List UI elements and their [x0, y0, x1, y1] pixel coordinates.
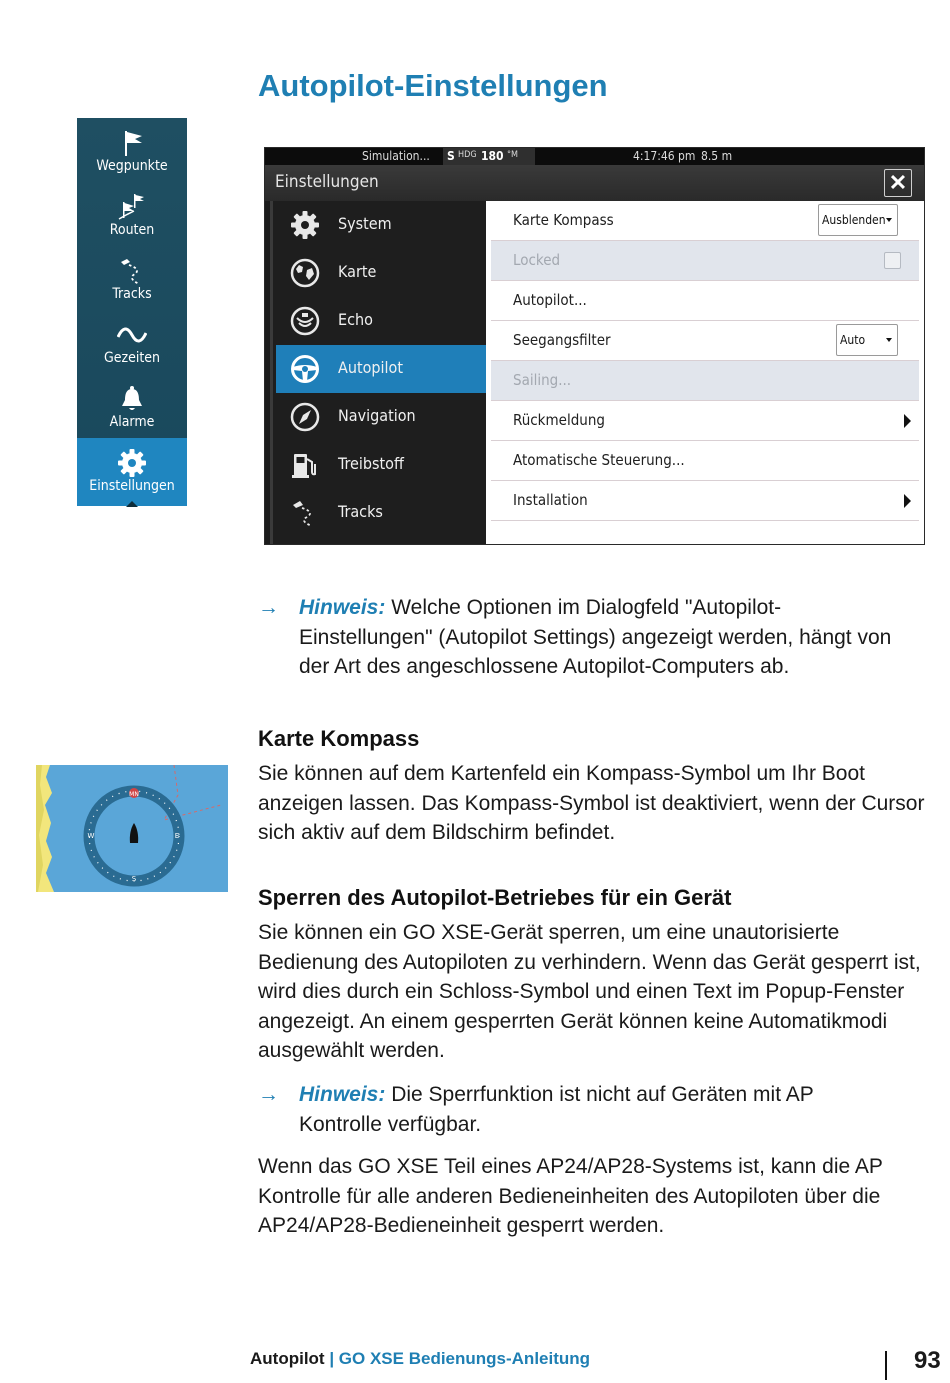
option-label: Seegangsfilter — [513, 331, 611, 349]
sidebar-item-label: Gezeiten — [103, 350, 161, 366]
footer-separator: | — [324, 1349, 339, 1368]
option-label: Atomatische Steuerung... — [513, 451, 685, 469]
menu-item-treibstoff[interactable] — [276, 441, 489, 489]
sidebar-item-gezeiten[interactable] — [77, 310, 187, 374]
dialog-titlebar — [265, 165, 924, 201]
seegangsfilter-select[interactable] — [836, 324, 898, 356]
note-text: Die Sperrfunktion ist nicht auf Geräten mit AP Kontrolle verfügbar. — [299, 1083, 814, 1136]
menu-item-label: Autopilot — [338, 358, 403, 377]
note-text-container — [299, 1080, 859, 1139]
echo-icon — [290, 306, 320, 336]
option-label: Karte Kompass — [513, 211, 614, 229]
section-heading: Sperren des Autopilot-Betriebes für ein Gerät — [258, 885, 732, 910]
menu-item-label: Echo — [338, 310, 373, 329]
option-autopilot[interactable] — [491, 281, 919, 321]
section-text: Sie können auf dem Kartenfeld ein Kompass-Symbol um Ihr Boot anzeigen lassen. Das Kompass-Symbol ist deaktiviert, wenn der Cursor sich aktiv auf dem Bildschirm befindet. — [258, 762, 925, 844]
option-rueckmeldung[interactable] — [491, 401, 919, 441]
compass-south-label: S — [131, 875, 137, 883]
chevron-down-icon — [886, 218, 892, 222]
option-label: Sailing... — [513, 371, 572, 389]
page-title: Autopilot-Einstellungen — [258, 68, 608, 103]
option-sailing — [491, 361, 919, 401]
menu-item-label: Treibstoff — [338, 454, 404, 473]
sidebar-item-label: Einstellungen — [89, 478, 175, 494]
note-label: Hinweis: — [299, 1083, 386, 1106]
sidebar-item-routen[interactable] — [77, 182, 187, 246]
menu-item-label: Tracks — [338, 502, 383, 521]
heading-unit: °M — [507, 150, 519, 160]
option-automatische-steuerung[interactable] — [491, 441, 919, 481]
tide-wave-icon — [117, 320, 147, 350]
chevron-down-icon — [886, 338, 892, 342]
footer-guide-title: GO XSE Bedienungs-Anleitung — [338, 1349, 591, 1368]
dialog-title: Einstellungen — [275, 172, 379, 192]
menu-item-karte[interactable] — [276, 249, 489, 297]
menu-item-navigation[interactable] — [276, 393, 489, 441]
flag-icon — [117, 128, 147, 158]
heading-value: 180 — [481, 149, 504, 163]
menu-item-autopilot[interactable] — [276, 345, 489, 393]
section-text: Sie können ein GO XSE-Gerät sperren, um eine unautorisierte Bedienung des Autopiloten zu verhindern. Wenn das Gerät gesperrt ist, wird dies durch ein Schloss-Symbol und einen Text im Popup-Fenster angezeigt. An einem gesperrten Gerät können keine Automatikmodi ausgewählt werden. — [258, 921, 921, 1062]
select-value: Auto — [840, 333, 866, 347]
note-label: Hinweis: — [299, 596, 386, 619]
option-label: Autopilot... — [513, 291, 587, 309]
tracks-icon — [290, 498, 320, 528]
gear-icon — [290, 210, 320, 240]
option-label: Installation — [513, 491, 588, 509]
gear-icon — [117, 448, 147, 478]
settings-screenshot — [264, 147, 925, 545]
sidebar-item-alarme[interactable] — [77, 374, 187, 438]
bell-icon — [117, 384, 147, 414]
settings-category-list — [270, 201, 489, 544]
arrow-right-icon: → — [258, 1083, 279, 1106]
footer-divider — [885, 1351, 887, 1380]
note-text: Welche Optionen im Dialogfeld "Autopilot-Einstellungen" (Autopilot Settings) angezeigt werden, hängt von der Art des angeschlossene Autopilot-Computers ab. — [299, 596, 892, 678]
locked-checkbox — [884, 252, 901, 269]
simulation-status: Simulation... — [362, 149, 430, 163]
close-button[interactable]: ✕ — [884, 169, 912, 197]
compass-west-label: W — [87, 832, 95, 840]
section-heading: Karte Kompass — [258, 726, 420, 751]
menu-item-label: System — [338, 214, 392, 233]
sidebar-item-label: Alarme — [109, 414, 155, 430]
heading-label: HDG — [458, 150, 477, 160]
active-caret — [126, 501, 138, 507]
compass-east-label: E — [174, 832, 180, 840]
sidebar-item-label: Tracks — [112, 286, 152, 302]
steering-wheel-icon — [290, 354, 320, 384]
option-karte-kompass[interactable] — [491, 201, 919, 241]
option-installation[interactable] — [491, 481, 919, 521]
sidebar-item-label: Routen — [109, 222, 155, 238]
menu-item-system[interactable] — [276, 201, 489, 249]
sidebar-item-wegpunkte[interactable] — [77, 118, 187, 182]
option-locked — [491, 241, 919, 281]
chevron-right-icon — [904, 494, 911, 508]
page-number: 93 — [914, 1347, 941, 1374]
footer-chapter: Autopilot — [250, 1349, 325, 1368]
route-flags-icon — [117, 192, 147, 222]
heading-prefix: S — [447, 149, 455, 163]
menu-item-tracks[interactable] — [276, 489, 489, 537]
sidebar-item-einstellungen[interactable] — [77, 438, 187, 506]
sidebar-item-tracks[interactable] — [77, 246, 187, 310]
note-text-container — [299, 593, 909, 682]
option-seegangsfilter[interactable] — [491, 321, 919, 361]
settings-options-list — [486, 201, 924, 544]
option-label: Locked — [513, 251, 561, 269]
arrow-right-icon: → — [258, 596, 279, 619]
option-label: Rückmeldung — [513, 411, 605, 429]
sidebar-nav — [77, 118, 187, 506]
compass-needle-icon — [290, 402, 320, 432]
distance-readout: 8.5 m — [701, 149, 733, 163]
select-value: Ausblenden — [822, 213, 886, 227]
heading-readout — [443, 148, 535, 165]
section-text: Wenn das GO XSE Teil eines AP24/AP28-Systems ist, kann die AP Kontrolle für alle anderen Bedieneinheiten des Autopiloten über die AP24/AP28-Bedieneinheit gesperrt werden. — [258, 1155, 883, 1237]
compass-north-label: MN — [129, 791, 139, 798]
chart-globe-icon — [290, 258, 320, 288]
menu-item-label: Navigation — [338, 406, 416, 425]
karte-kompass-select[interactable] — [818, 204, 898, 236]
note-block — [258, 1080, 928, 1140]
sidebar-item-label: Wegpunkte — [96, 158, 168, 174]
clock: 4:17:46 pm — [633, 149, 696, 163]
menu-item-echo[interactable] — [276, 297, 489, 345]
status-bar — [265, 148, 924, 165]
fuel-pump-icon — [290, 450, 320, 480]
compass-map-image — [36, 765, 228, 892]
menu-item-label: Karte — [338, 262, 377, 281]
page-footer — [250, 1349, 590, 1369]
tracks-icon — [117, 256, 147, 286]
chevron-right-icon — [904, 414, 911, 428]
note-block — [258, 593, 928, 683]
